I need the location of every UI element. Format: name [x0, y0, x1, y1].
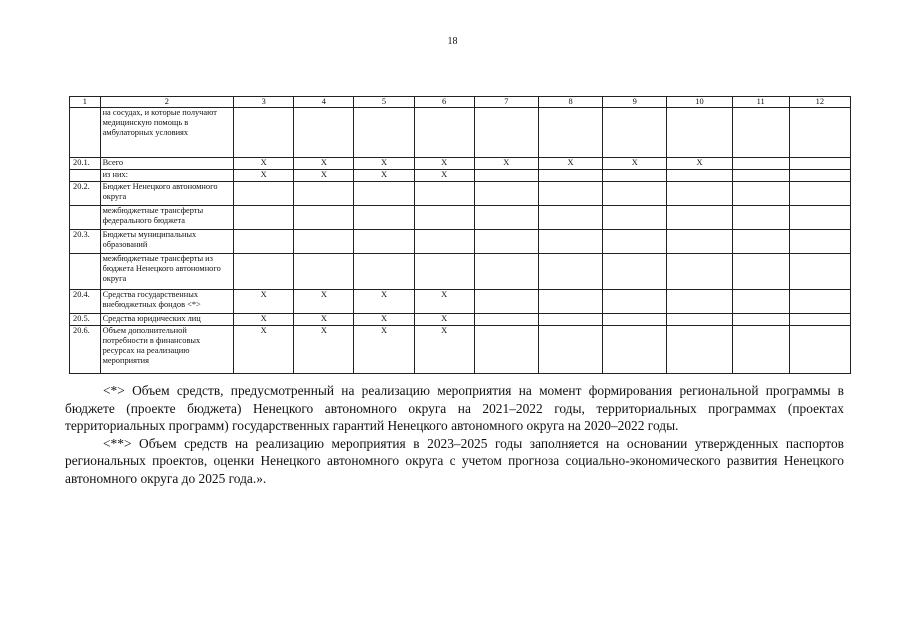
cell-mark: [294, 206, 354, 230]
cell-mark: X: [414, 158, 474, 170]
cell-mark: [234, 182, 294, 206]
cell-mark: X: [414, 290, 474, 314]
cell-mark: [732, 254, 789, 290]
row-label: Всего: [100, 158, 234, 170]
cell-mark: [789, 326, 850, 374]
cell-mark: X: [294, 170, 354, 182]
column-header: 7: [474, 97, 538, 108]
column-header: 4: [294, 97, 354, 108]
cell-mark: X: [414, 314, 474, 326]
cell-mark: [603, 290, 667, 314]
cell-mark: [667, 230, 732, 254]
cell-mark: [789, 254, 850, 290]
column-header: 10: [667, 97, 732, 108]
cell-mark: [538, 206, 602, 230]
cell-mark: [732, 326, 789, 374]
cell-mark: [474, 314, 538, 326]
cell-mark: [474, 230, 538, 254]
cell-mark: [667, 290, 732, 314]
column-header: 12: [789, 97, 850, 108]
cell-mark: [538, 182, 602, 206]
cell-mark: [667, 254, 732, 290]
cell-mark: [474, 290, 538, 314]
cell-mark: [354, 182, 414, 206]
footnote-2: <**> Объем средств на реализацию мероприятия в 2023–2025 годы заполняется на основании утвержденных паспортов региональных проектов, оценки Ненецкого автономного округа с учетом прогноза социально-экономического развития Ненецкого автономного округа до 2025 года.».: [65, 435, 844, 486]
header-row: [70, 97, 851, 108]
row-label: межбюджетные трансферты федерального бюджета: [100, 206, 234, 230]
cell-mark: [667, 182, 732, 206]
cell-mark: X: [354, 158, 414, 170]
row-label: Бюджеты муниципальных образований: [100, 230, 234, 254]
cell-mark: [414, 206, 474, 230]
table-row: [70, 170, 851, 182]
row-label: Средства юридических лиц: [100, 314, 234, 326]
cell-mark: [789, 290, 850, 314]
cell-mark: [414, 254, 474, 290]
column-header: 8: [538, 97, 602, 108]
cell-mark: [414, 182, 474, 206]
cell-mark: X: [354, 170, 414, 182]
cell-mark: X: [294, 314, 354, 326]
cell-mark: [667, 108, 732, 158]
cell-mark: X: [354, 290, 414, 314]
cell-mark: X: [234, 314, 294, 326]
footnote-1: <*> Объем средств, предусмотренный на реализацию мероприятия на момент формирования региональной программы в бюджете (проекте бюджета) Ненецкого автономного округа на 2021–2022 годы, территориальных программах (проектах территориальных программ) государственных гарантий Ненецкого автономного округа на 2020–2022 годы.: [65, 383, 844, 434]
column-header: 3: [234, 97, 294, 108]
cell-mark: [732, 314, 789, 326]
cell-mark: [667, 314, 732, 326]
row-number: 20.3.: [70, 230, 101, 254]
cell-mark: [732, 158, 789, 170]
cell-mark: [789, 170, 850, 182]
cell-mark: [603, 314, 667, 326]
cell-mark: [474, 206, 538, 230]
row-label: Средства государственных внебюджетных фондов <*>: [100, 290, 234, 314]
cell-mark: [538, 254, 602, 290]
cell-mark: [538, 108, 602, 158]
table-row: [70, 254, 851, 290]
row-number: 20.1.: [70, 158, 101, 170]
row-label: на сосудах, и которые получают медицинскую помощь в амбулаторных условиях: [100, 108, 234, 158]
row-number: [70, 206, 101, 230]
cell-mark: X: [234, 170, 294, 182]
cell-mark: X: [474, 158, 538, 170]
cell-mark: [538, 290, 602, 314]
cell-mark: [538, 230, 602, 254]
cell-mark: X: [234, 290, 294, 314]
cell-mark: [354, 230, 414, 254]
row-number: 20.6.: [70, 326, 101, 374]
column-header: 1: [70, 97, 101, 108]
row-number: [70, 170, 101, 182]
cell-mark: X: [538, 158, 602, 170]
cell-mark: X: [354, 314, 414, 326]
cell-mark: X: [294, 326, 354, 374]
cell-mark: [789, 206, 850, 230]
row-number: 20.4.: [70, 290, 101, 314]
cell-mark: X: [234, 158, 294, 170]
footnotes: [65, 382, 844, 488]
cell-mark: [474, 254, 538, 290]
cell-mark: [789, 314, 850, 326]
cell-mark: [603, 254, 667, 290]
cell-mark: X: [294, 158, 354, 170]
row-label: Бюджет Ненецкого автономного округа: [100, 182, 234, 206]
table-row: [70, 326, 851, 374]
cell-mark: [234, 254, 294, 290]
cell-mark: [538, 314, 602, 326]
row-label: Объем дополнительной потребности в финансовых ресурсах на реализацию мероприятия: [100, 326, 234, 374]
row-number: 20.5.: [70, 314, 101, 326]
cell-mark: [414, 108, 474, 158]
column-header: 5: [354, 97, 414, 108]
cell-mark: X: [234, 326, 294, 374]
cell-mark: [603, 170, 667, 182]
cell-mark: [603, 206, 667, 230]
table-row: [70, 290, 851, 314]
cell-mark: [667, 206, 732, 230]
cell-mark: [294, 182, 354, 206]
financing-table: [69, 96, 851, 374]
cell-mark: [732, 206, 789, 230]
cell-mark: [234, 206, 294, 230]
cell-mark: X: [414, 170, 474, 182]
column-header: 11: [732, 97, 789, 108]
table-row: [70, 206, 851, 230]
cell-mark: [603, 108, 667, 158]
table-row: [70, 108, 851, 158]
cell-mark: [234, 108, 294, 158]
table-row: [70, 230, 851, 254]
cell-mark: [603, 326, 667, 374]
row-number: [70, 108, 101, 158]
cell-mark: [789, 182, 850, 206]
cell-mark: [354, 254, 414, 290]
column-header: 9: [603, 97, 667, 108]
cell-mark: [732, 182, 789, 206]
table-row: [70, 158, 851, 170]
cell-mark: [294, 108, 354, 158]
cell-mark: [474, 326, 538, 374]
cell-mark: X: [354, 326, 414, 374]
cell-mark: [603, 230, 667, 254]
cell-mark: [732, 170, 789, 182]
cell-mark: [603, 182, 667, 206]
row-number: 20.2.: [70, 182, 101, 206]
column-header: 2: [100, 97, 234, 108]
row-number: [70, 254, 101, 290]
cell-mark: [667, 170, 732, 182]
cell-mark: [789, 158, 850, 170]
row-label: межбюджетные трансферты из бюджета Ненецкого автономного округа: [100, 254, 234, 290]
cell-mark: X: [603, 158, 667, 170]
column-header: 6: [414, 97, 474, 108]
cell-mark: [354, 108, 414, 158]
cell-mark: [667, 326, 732, 374]
cell-mark: [354, 206, 414, 230]
cell-mark: [732, 290, 789, 314]
table-row: [70, 314, 851, 326]
cell-mark: [474, 170, 538, 182]
cell-mark: [789, 108, 850, 158]
cell-mark: [789, 230, 850, 254]
cell-mark: X: [294, 290, 354, 314]
cell-mark: X: [667, 158, 732, 170]
cell-mark: [414, 230, 474, 254]
cell-mark: [474, 108, 538, 158]
cell-mark: [474, 182, 538, 206]
cell-mark: [538, 170, 602, 182]
cell-mark: [294, 230, 354, 254]
table-row: [70, 182, 851, 206]
row-label: из них:: [100, 170, 234, 182]
cell-mark: [234, 230, 294, 254]
cell-mark: [732, 108, 789, 158]
cell-mark: X: [414, 326, 474, 374]
cell-mark: [294, 254, 354, 290]
cell-mark: [732, 230, 789, 254]
page-number: 18: [447, 36, 458, 47]
cell-mark: [538, 326, 602, 374]
